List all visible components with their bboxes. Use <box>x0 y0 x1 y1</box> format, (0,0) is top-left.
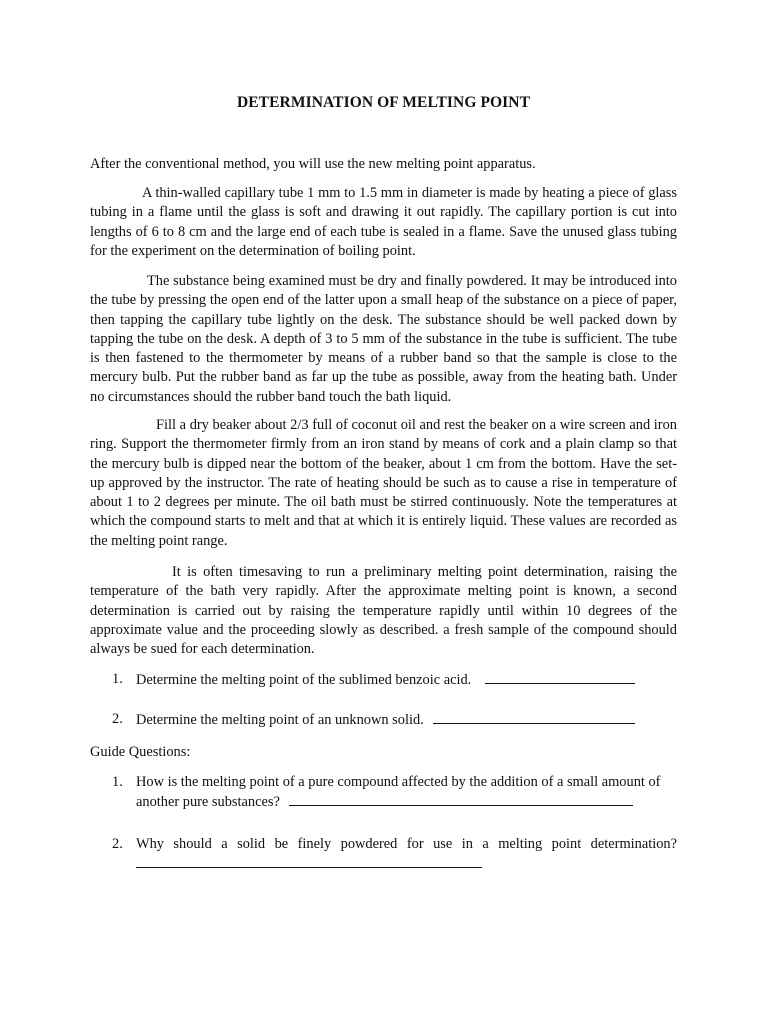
task-number: 2. <box>112 711 123 727</box>
paragraph-capillary-tube: A thin-walled capillary tube 1 mm to 1.5 mm in diameter is made by heating a piece of glass tubing in a flame until the glass is soft and drawing it out rapidly. The capillary portion is cut into lengths of 6 to 8 cm and the large end of each tube is sealed in a flame. Save the unused glass tubing for the experiment on the determination of boiling point. <box>90 185 677 259</box>
answer-blank[interactable] <box>433 710 635 724</box>
paragraph-oil-bath-setup: Fill a dry beaker about 2/3 full of coconut oil and rest the beaker on a wire screen and iron ring. Support the thermometer firmly from an iron stand by means of cork and a plain clamp so that the mercury bulb is dipped near the bottom of the beaker, about 1 cm from the bottom. Have the set-up approved by the instructor. The rate of heating should be such as to cause a rise in temperature of about 1 to 2 degrees per minute. The oil bath must be stirred continuously. Note the temperatures at which the compound starts to melt and that at which it is entirely liquid. These values are recorded as the melting point range. <box>90 417 677 549</box>
question-number: 2. <box>112 836 123 852</box>
paragraph-preliminary-determination: It is often timesaving to run a preliminary melting point determination, raising the temperature of the bath very rapidly. After the approximate melting point is known, a second determination is carried out by raising the temperature rapidly until within 10 degrees of the approximate value and the proceeding slowly as described. a fresh sample of the compound should always be sued for each determination. <box>90 564 677 658</box>
question-text: Why should a solid be finely powdered for use in a melting point determination? <box>136 836 677 852</box>
guide-questions-heading: Guide Questions: <box>90 744 191 760</box>
intro-paragraph: After the conventional method, you will use the new melting point apparatus. <box>90 156 536 172</box>
answer-blank[interactable] <box>136 854 482 868</box>
task-number: 1. <box>112 671 123 687</box>
paragraph-sample-preparation: The substance being examined must be dry and finally powdered. It may be introduced into the tube by pressing the open end of the latter upon a small heap of the substance on a piece of paper, then tapping the capillary tube lightly on the desk. The substance should be well packed down by tapping the tube on the desk. A depth of 3 to 5 mm of the substance in the tube is sufficient. The tube is then fastened to the thermometer by means of a rubber band so that the sample is close to the mercury bulb. Put the rubber band as far up the tube as possible, away from the heating bath. Under no circumstances should the rubber band touch the bath liquid. <box>90 273 677 405</box>
page-title: DETERMINATION OF MELTING POINT <box>236 94 531 111</box>
answer-blank[interactable] <box>485 670 635 684</box>
task-text: Determine the melting point of the sublimed benzoic acid. <box>136 672 472 688</box>
question-number: 1. <box>112 774 123 790</box>
answer-blank[interactable] <box>289 792 633 806</box>
task-text: Determine the melting point of an unknown solid. <box>136 712 424 728</box>
question-text: How is the melting point of a pure compound affected by the addition of a small amount of another pure substances? <box>136 774 661 811</box>
